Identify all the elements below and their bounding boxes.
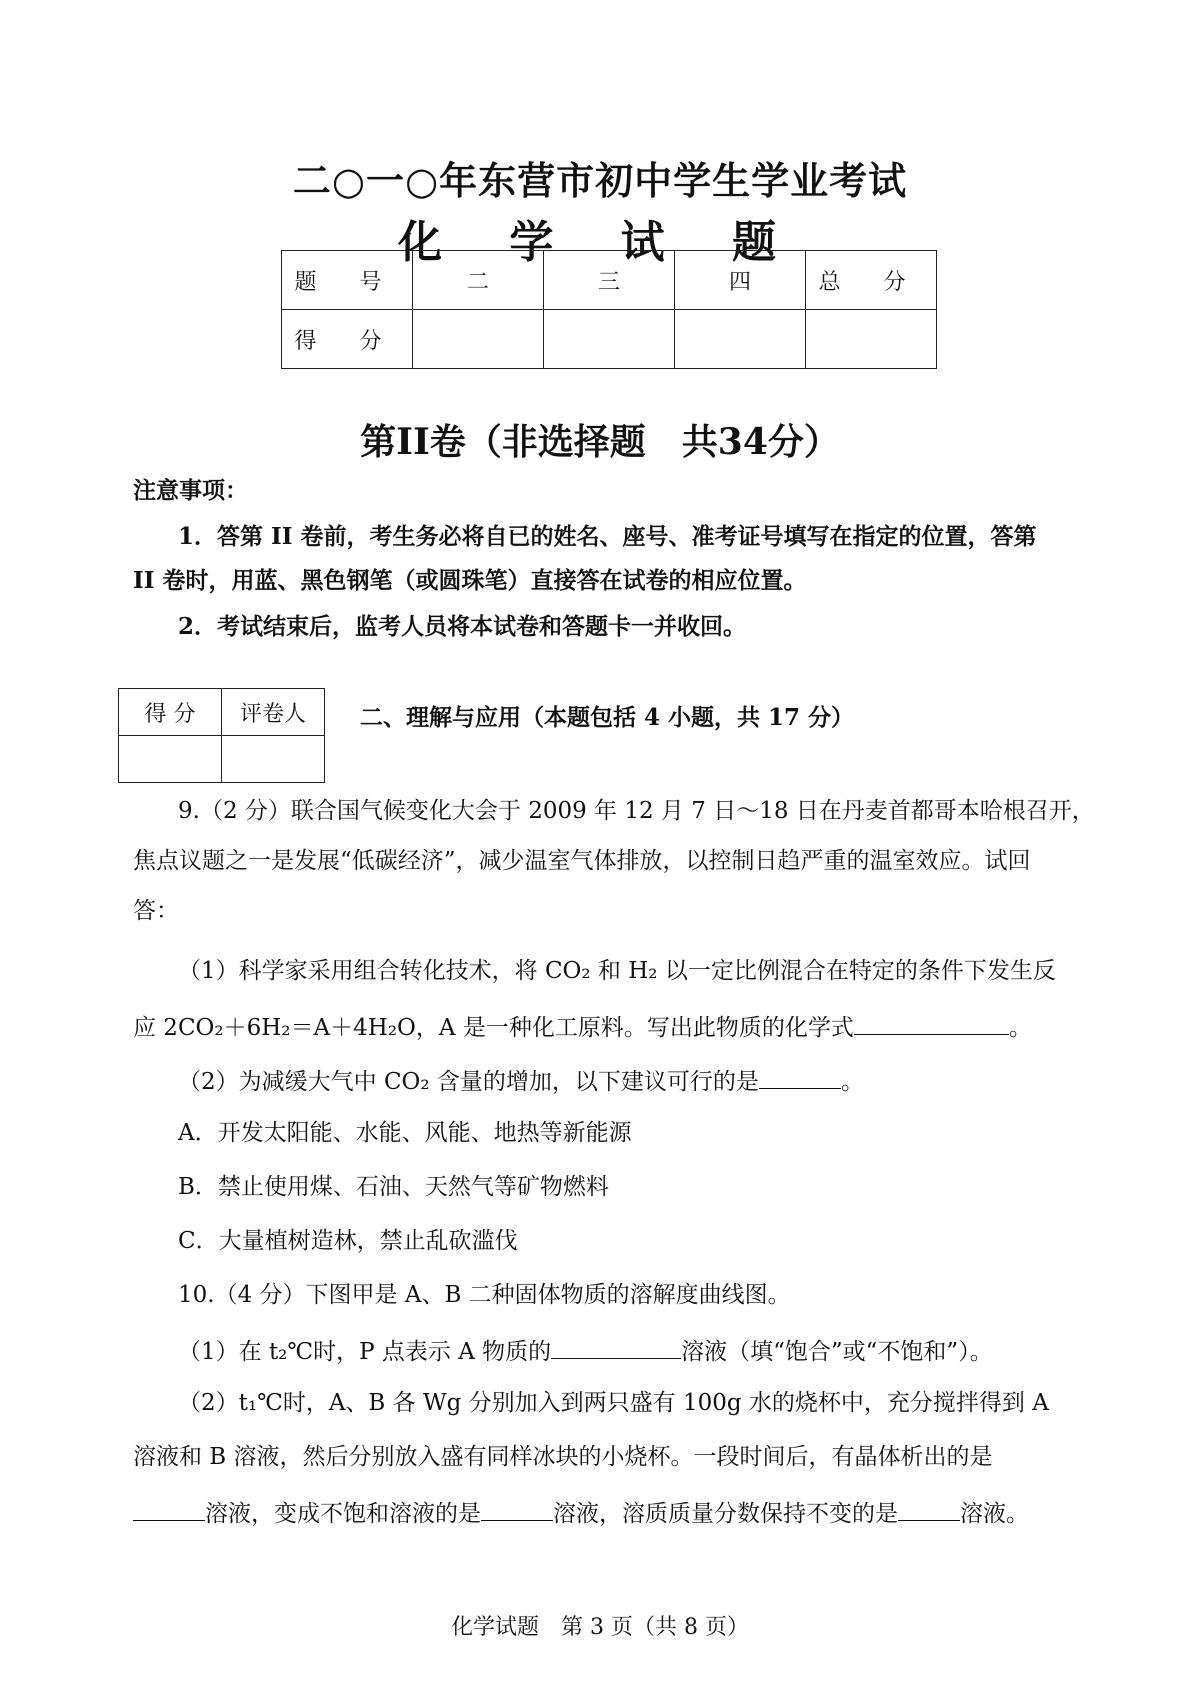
q9-line-1: 9.（2 分）联合国气候变化大会于 2009 年 12 月 7 日～18 日在丹麦首都哥本哈根召开， — [178, 798, 1095, 824]
score-table-cell: 总 分 — [806, 251, 937, 310]
part-title: 第II卷（非选择题 共34分） — [360, 421, 840, 463]
notes-item-1-line-2: II 卷时，用蓝、黑色钢笔（或圆珠笔）直接答在试卷的相应位置。 — [133, 567, 807, 594]
section-score-header-row — [119, 689, 325, 736]
q10-part-2-text-a: 溶液，变成不饱和溶液的是 — [205, 1501, 481, 1527]
notes-heading: 注意事项： — [133, 477, 248, 504]
score-table-score-row — [282, 310, 937, 369]
q10-part-2-line-2: 溶液和 B 溶液，然后分别放入盛有同样冰块的小烧杯。一段时间后，有晶体析出的是 — [133, 1444, 993, 1470]
section-grader-input-cell[interactable] — [222, 736, 325, 783]
q10-part-2-text-c: 溶液。 — [960, 1501, 1029, 1527]
q9-part-1-end: 。 — [1008, 1015, 1032, 1041]
q9-part-2-text: （2）为减缓大气中 CO₂ 含量的增加，以下建议可行的是 — [178, 1069, 759, 1095]
q9-part-2-end: 。 — [840, 1069, 864, 1095]
score-table — [281, 250, 937, 369]
q9-option-b: B．禁止使用煤、石油、天然气等矿物燃料 — [178, 1174, 609, 1200]
score-input-cell[interactable] — [675, 310, 806, 369]
section-score-table — [118, 688, 325, 783]
q9-part-2 — [178, 1064, 864, 1097]
score-input-cell[interactable] — [413, 310, 544, 369]
score-table-cell: 三 — [544, 251, 675, 310]
q9-line-2: 焦点议题之一是发展“低碳经济”，减少温室气体排放，以控制日趋严重的温室效应。试回 — [133, 848, 1031, 874]
q9-part-1-text: 应 2CO₂＋6H₂＝A＋4H₂O，A 是一种化工原料。写出此物质的化学式 — [133, 1015, 854, 1041]
q10-part-1-text: （1）在 t₂℃时，P 点表示 A 物质的 — [178, 1339, 552, 1365]
q9-option-c: C．大量植树造林，禁止乱砍滥伐 — [178, 1228, 518, 1254]
q9-line-3: 答： — [133, 898, 179, 924]
q10-part-2-text-b: 溶液，溶质质量分数保持不变的是 — [553, 1501, 898, 1527]
q10-line-1: 10.（4 分）下图甲是 A、B 二种固体物质的溶解度曲线图。 — [178, 1282, 791, 1308]
answer-blank[interactable] — [898, 1496, 960, 1521]
notes-item-1-line-1: 1．答第 II 卷前，考生务必将自已的姓名、座号、准考证号填写在指定的位置，答第 — [178, 523, 1037, 550]
section-score-input-row — [119, 736, 325, 783]
answer-blank[interactable] — [759, 1064, 841, 1089]
score-table-cell: 二 — [413, 251, 544, 310]
answer-blank[interactable] — [854, 1010, 1009, 1035]
answer-blank[interactable] — [133, 1496, 205, 1521]
q9-part-1-line-2 — [133, 1010, 1032, 1043]
q10-part-2-line-1: （2）t₁℃时，A、B 各 Wg 分别加入到两只盛有 100g 水的烧杯中，充分搅拌得到 A — [178, 1390, 1049, 1416]
score-table-cell: 四 — [675, 251, 806, 310]
subject-title: 化 学 试 题 — [398, 217, 802, 268]
q10-part-1 — [178, 1334, 993, 1367]
section-score-label: 得 分 — [119, 689, 222, 736]
score-input-cell[interactable] — [806, 310, 937, 369]
q9-option-a: A．开发太阳能、水能、风能、地热等新能源 — [178, 1120, 632, 1146]
score-table-header-row — [282, 251, 937, 310]
score-table-cell: 得 分 — [282, 310, 413, 369]
score-table-cell: 题 号 — [282, 251, 413, 310]
answer-blank[interactable] — [481, 1496, 553, 1521]
q10-part-1-end: 溶液（填“饱合”或“不饱和”）。 — [681, 1339, 993, 1365]
answer-blank[interactable] — [551, 1334, 681, 1359]
section-score-input-cell[interactable] — [119, 736, 222, 783]
q9-part-1-line-1: （1）科学家采用组合转化技术，将 CO₂ 和 H₂ 以一定比例混合在特定的条件下发生反 — [178, 958, 1056, 984]
exam-title: 二○一○年东营市初中学生学业考试 — [292, 158, 908, 203]
section-title: 二、理解与应用（本题包括 4 小题，共 17 分） — [360, 704, 855, 731]
page-footer: 化学试题 第 3 页（共 8 页） — [451, 1615, 749, 1640]
q10-part-2-line-3 — [133, 1496, 1029, 1529]
section-grader-label: 评卷人 — [222, 689, 325, 736]
score-input-cell[interactable] — [544, 310, 675, 369]
notes-item-2: 2．考试结束后，监考人员将本试卷和答题卡一并收回。 — [178, 613, 747, 640]
